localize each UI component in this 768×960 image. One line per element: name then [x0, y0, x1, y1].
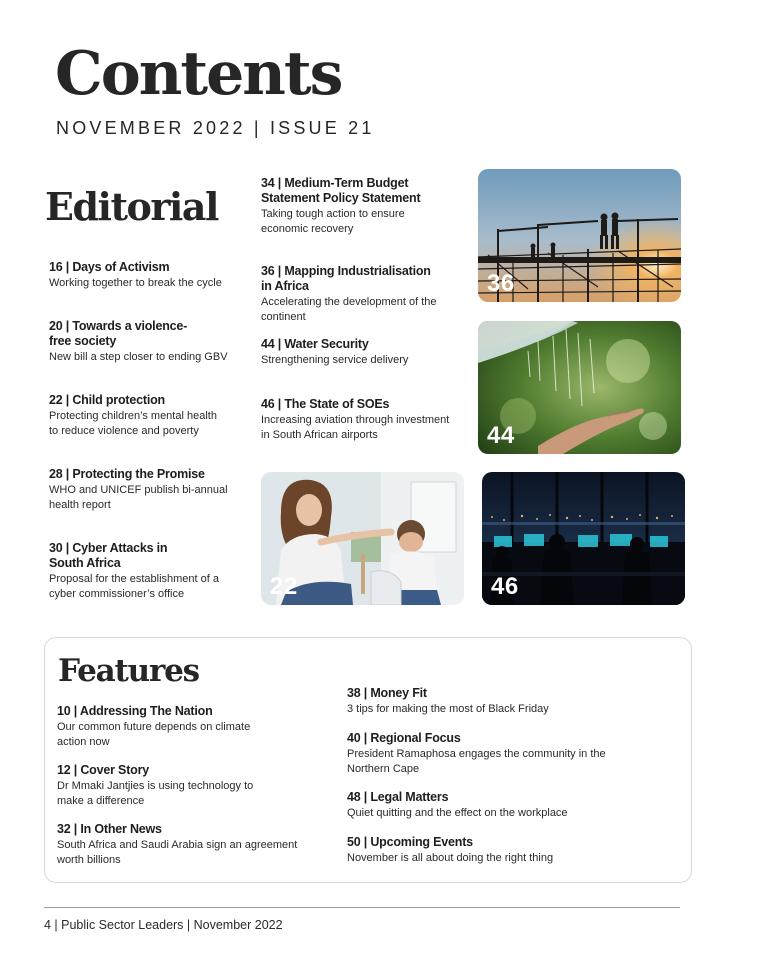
features-entry-10[interactable]: [57, 704, 327, 750]
features-entry-12[interactable]: [57, 763, 327, 809]
features-entry-32[interactable]: [57, 822, 327, 868]
entry-heading: 22 | Child protection: [49, 393, 165, 407]
features-entry-38[interactable]: [347, 686, 647, 717]
entry-heading: 38 | Money Fit: [347, 686, 427, 700]
issue-line: NOVEMBER 2022 | ISSUE 21: [56, 118, 375, 138]
entry-description: Strengthening service delivery: [261, 354, 409, 366]
entry-description: President Ramaphosa engages the community in the Northern Cape: [347, 748, 606, 775]
photo-child-protection[interactable]: [261, 472, 464, 605]
entry-description: Taking tough action to ensure economic recovery: [261, 208, 405, 235]
entry-description: Proposal for the establishment of a cyber commissioner’s office: [49, 573, 219, 600]
entry-heading: 50 | Upcoming Events: [347, 835, 473, 849]
editorial-entry-28[interactable]: [49, 467, 249, 513]
photo-airport-control-room[interactable]: [482, 472, 685, 605]
editorial-entry-46[interactable]: [261, 397, 471, 443]
entry-heading: 28 | Protecting the Promise: [49, 467, 205, 481]
editorial-entry-34[interactable]: [261, 176, 471, 237]
entry-description: Our common future depends on climate action now: [57, 721, 251, 748]
entry-description: November is all about doing the right thing: [347, 852, 554, 864]
page-number-badge: 44: [487, 422, 515, 449]
entry-description: Accelerating the development of the continent: [261, 296, 437, 323]
entry-heading: 10 | Addressing The Nation: [57, 704, 213, 718]
entry-heading: 20 | Towards a violence- free society: [49, 319, 188, 348]
page-footer: 4 | Public Sector Leaders | November 2022: [44, 918, 283, 932]
entry-description: Increasing aviation through investment in South African airports: [261, 414, 450, 441]
entry-description: WHO and UNICEF publish bi-annual health report: [49, 484, 228, 511]
entry-description: Protecting children’s mental health to reduce violence and poverty: [49, 410, 217, 437]
editorial-entry-20[interactable]: [49, 319, 249, 365]
photo-water-security[interactable]: [478, 321, 681, 454]
editorial-entry-36[interactable]: [261, 264, 471, 325]
page-title: Contents: [55, 39, 342, 109]
editorial-entry-16[interactable]: [49, 260, 249, 291]
features-entry-40[interactable]: [347, 731, 647, 777]
footer-divider: [44, 907, 680, 908]
entry-heading: 40 | Regional Focus: [347, 731, 461, 745]
features-entry-48[interactable]: [347, 790, 647, 821]
page-number-badge: 36: [487, 270, 515, 297]
features-entry-50[interactable]: [347, 835, 647, 866]
editorial-entry-30[interactable]: [49, 541, 249, 602]
editorial-entry-44[interactable]: [261, 337, 471, 368]
entry-heading: 12 | Cover Story: [57, 763, 150, 777]
entry-heading: 44 | Water Security: [261, 337, 369, 351]
entry-heading: 34 | Medium-Term Budget Statement Policy Statement: [261, 176, 421, 205]
photo-construction-site[interactable]: [478, 169, 681, 302]
entry-description: Working together to break the cycle: [49, 277, 222, 289]
editorial-entry-22[interactable]: [49, 393, 249, 439]
entry-heading: 32 | In Other News: [57, 822, 162, 836]
entry-description: Quiet quitting and the effect on the workplace: [347, 807, 568, 819]
entry-heading: 48 | Legal Matters: [347, 790, 449, 804]
editorial-heading: Editorial: [45, 184, 218, 229]
page-number-badge: 46: [491, 573, 519, 600]
entry-heading: 36 | Mapping Industrialisation in Africa: [261, 264, 431, 293]
entry-heading: 16 | Days of Activism: [49, 260, 170, 274]
entry-description: South Africa and Saudi Arabia sign an agreement worth billions: [57, 839, 298, 866]
entry-description: 3 tips for making the most of Black Friday: [347, 703, 549, 715]
entry-description: Dr Mmaki Jantjies is using technology to make a difference: [57, 780, 254, 807]
entry-heading: 30 | Cyber Attacks in South Africa: [49, 541, 168, 570]
entry-description: New bill a step closer to ending GBV: [49, 351, 228, 363]
entry-heading: 46 | The State of SOEs: [261, 397, 390, 411]
features-heading: Features: [58, 653, 199, 689]
page-number-badge: 22: [270, 573, 298, 600]
